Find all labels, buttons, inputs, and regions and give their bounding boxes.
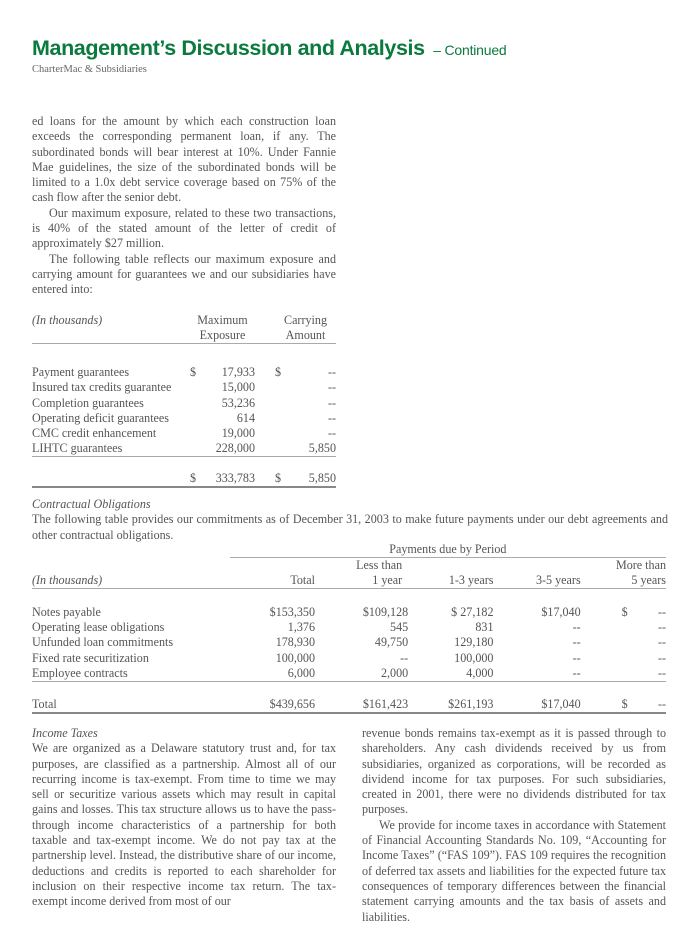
table-row: Completion guarantees 53,236 -- [32, 395, 336, 410]
intro-paragraph-2: Our maximum exposure, related to these two transactions, is 40% of the stated amount of the letter of credit of approximately $27 million. [32, 205, 336, 251]
col-header-carry-2: Amount [275, 328, 336, 344]
table-row: LIHTC guarantees 228,000 5,850 [32, 441, 336, 456]
page-header [32, 36, 507, 75]
table-row: CMC credit enhancement 19,000 -- [32, 426, 336, 441]
income-taxes-paragraph-1: We are organized as a Delaware statutory trust and, for tax purposes, are classified as a partnership. Almost all of our recurring income is tax-exempt. From time to time we may sell or securitize various assets which may result in capital gains and losses. This tax structure allows us to have the pass-through income characteristics of a partnership for both taxable and tax-exempt income. We do not pay tax at the partnership level. Instead, the distributive share of our income, deductions and credits is reported to each shareholder for inclusion on their respective income tax return. The tax-exempt income derived from most of our [32, 741, 336, 909]
unit-label: (In thousands) [32, 573, 230, 589]
col-header-3-5: 3-5 years [493, 573, 580, 589]
table-row: Notes payable $153,350 $109,128 $ 27,182 $17,040 $ -- [32, 604, 666, 619]
contractual-obligations-section [32, 497, 668, 543]
col-header-carry-1: Carrying [284, 313, 327, 328]
obligations-table: Payments due by Period Less than More than (In thousands) Total 1 year 1-3 years 3-5 years 5 years Notes payable $153,350 $109,128 $ 27,182 $17,040 $ -- Operating lease obligations 1,376 545 831 -- -- Unfunded loan commitments 178,930 49,750 129,180 -- -- Fixed rate securitization 100,000 -- 100,000 -- -- Employee contracts 6,000 2,000 4,000 -- -- Total $439,656 $161,423 $261,193 $17,040 $ -- [32, 542, 666, 712]
page-title [32, 36, 507, 61]
intro-paragraph-3: The following table reflects our maximum exposure and carrying amount for guarantees we and our subsidiaries have entered into: [32, 251, 336, 297]
guarantees-table [32, 313, 336, 488]
table-row: Employee contracts 6,000 2,000 4,000 -- -- [32, 665, 666, 680]
section-heading: Income Taxes [32, 726, 98, 740]
table-total-row: $ 333,783 $ 5,850 [32, 471, 336, 487]
table-row: Fixed rate securitization 100,000 -- 100,000 -- -- [32, 650, 666, 665]
col-header-lt1: 1 year [315, 573, 408, 589]
income-taxes-right [362, 726, 666, 925]
income-taxes-paragraph-2: revenue bonds remains tax-exempt as it is passed through to shareholders. Any cash dividends received by us from subsidiaries, organized as corporations, will be recorded as dividend income for tax purposes. For such subsidiaries, created in 2001, there were no dividends distributed for tax purposes. [362, 726, 666, 817]
page-title-suffix: – Continued [433, 42, 507, 58]
table-row: Operating deficit guarantees 614 -- [32, 410, 336, 425]
income-taxes-left [32, 726, 336, 910]
intro-text [32, 114, 336, 298]
table-row: Unfunded loan commitments 178,930 49,750 129,180 -- -- [32, 635, 666, 650]
table-row: Insured tax credits guarantee 15,000 -- [32, 380, 336, 395]
group-header: Payments due by Period [230, 542, 666, 558]
table-total-row: Total $439,656 $161,423 $261,193 $17,040 $ -- [32, 697, 666, 712]
col-header-max-2: Exposure [190, 328, 255, 344]
col-header-total: Total [230, 573, 315, 589]
intro-paragraph-1: ed loans for the amount by which each construction loan exceeds the corresponding permanent loan, if any. The subordinated bonds will bear interest at 10%. Under Fannie Mae guidelines, the size of the subordinated bonds will be limited to a 1.0x debt service coverage based on 75% of the cash flow after the senior debt. [32, 114, 336, 205]
table-row: Operating lease obligations 1,376 545 831 -- -- [32, 619, 666, 634]
col-header-1-3: 1-3 years [408, 573, 493, 589]
page-title-main: Management’s Discussion and Analysis [32, 36, 425, 60]
company-subtitle: CharterMac & Subsidiaries [32, 64, 147, 75]
income-taxes-paragraph-3: We provide for income taxes in accordance with Statement of Financial Accounting Standards No. 109, “Accounting for Income Taxes” (“FAS 109”). FAS 109 requires the recognition of deferred tax assets and liabilities for the expected future tax consequences of temporary differences between the financial statement carrying amounts and the tax basis of assets and liabilities. [362, 817, 666, 924]
section-heading: Contractual Obligations [32, 497, 151, 511]
col-header-gt5: 5 years [581, 573, 666, 589]
unit-label: (In thousands) [32, 313, 103, 328]
contractual-intro-text: The following table provides our commitments as of December 31, 2003 to make future payments under our debt agreements and other contractual obligations. [32, 512, 668, 542]
col-header-max-1: Maximum [197, 313, 248, 328]
table-row: Payment guarantees $ 17,933 $ -- [32, 364, 336, 379]
